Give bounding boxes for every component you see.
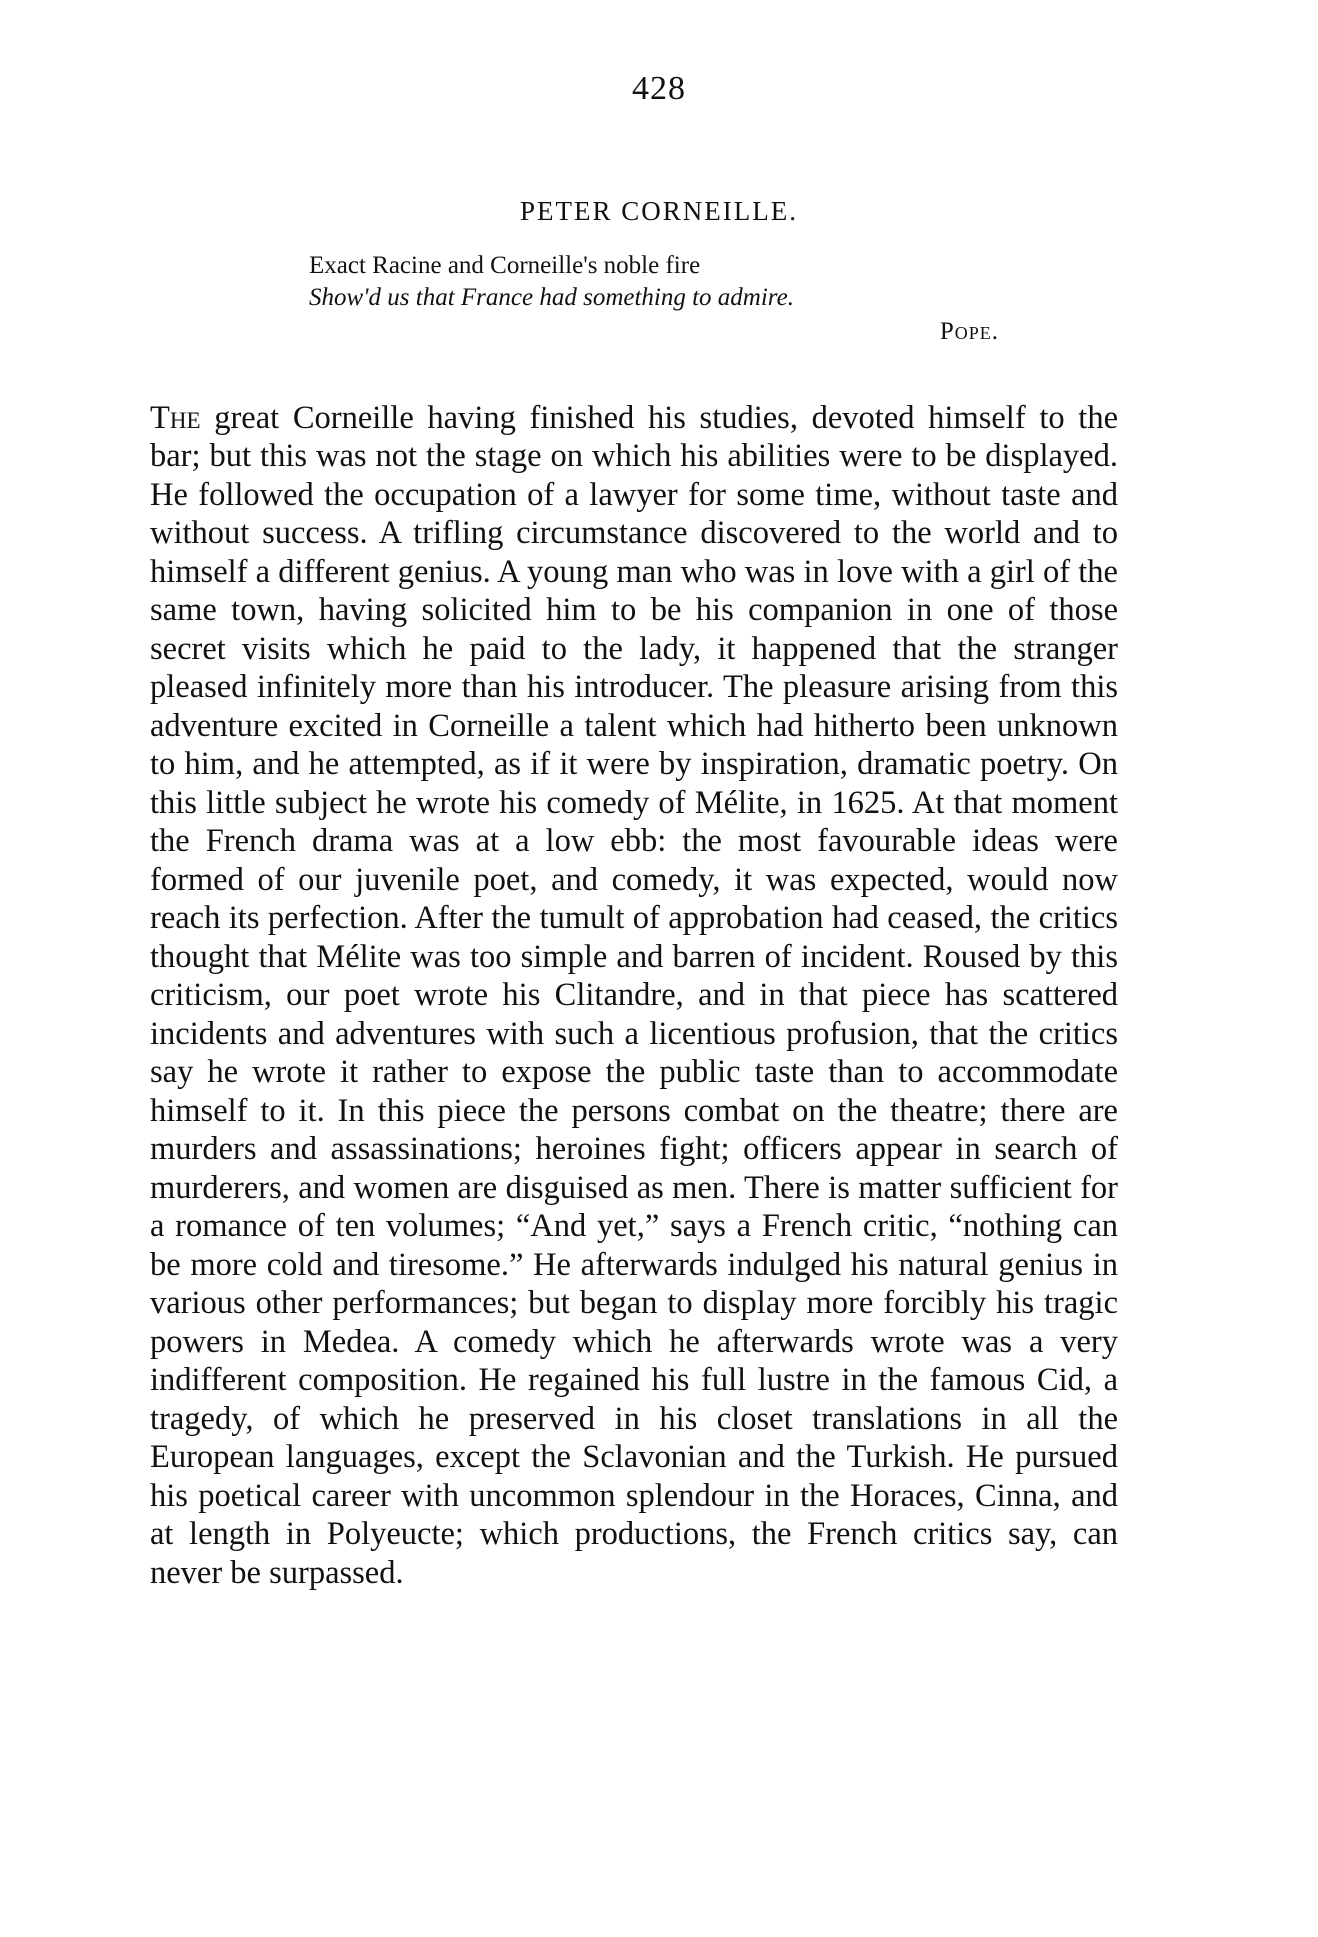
epigraph-attribution: Pope. bbox=[939, 318, 999, 345]
body-paragraph bbox=[150, 399, 1118, 1593]
epigraph-line-1: Exact Racine and Corneille's noble fire bbox=[309, 252, 701, 279]
chapter-title: PETER CORNEILLE. bbox=[520, 196, 798, 226]
epigraph-line-2: Show'd us that France had something to admire. bbox=[309, 284, 794, 311]
epigraph bbox=[309, 250, 1029, 348]
body-lead-word: The bbox=[150, 399, 201, 436]
body-text: great Corneille having finished his studies, devoted himself to the bar; but this was not the stage on which his abilities were to be displayed. He followed the occupation of a lawyer for some time, without taste and without success. A trifling circumstance discovered to the world and to himself a different genius. A young man who was in love with a girl of the same town, having solicited him to be his companion in one of those secret visits which he paid to the lady, it happened that the stranger pleased infinitely more than his introducer. The pleasure arising from this adventure excited in Corneille a talent which had hitherto been unknown to him, and he attempted, as if it were by inspiration, dramatic poetry. On this little subject he wrote his comedy of Mélite, in 1625. At that moment the French drama was at a low ebb: the most favourable ideas were formed of our juvenile poet, and comedy, it was expected, would now reach its perfection. After the tumult of approbation had ceased, the critics thought that Mélite was too simple and barren of incident. Roused by this criticism, our poet wrote his Clitandre, and in that piece has scattered incidents and adventures with such a licentious profusion, that the critics say he wrote it rather to expose the public taste than to accommodate himself to it. In this piece the persons combat on the theatre; there are murders and assassinations; heroines fight; officers appear in search of murderers, and women are disguised as men. There is matter sufficient for a romance of ten volumes; “And yet,” says a French critic, “nothing can be more cold and tiresome.” He afterwards indulged his natural genius in various other performances; but began to display more forcibly his tragic powers in Medea. A comedy which he afterwards wrote was a very indifferent composition. He regained his full lustre in the famous Cid, a tragedy, of which he preserved in his closet translations in all the European languages, except the Sclavonian and the Turkish. He pursued his poetical career with uncommon splendour in the Horaces, Cinna, and at length in Polyeucte; which productions, the French critics say, can never be surpassed. bbox=[150, 399, 1118, 1591]
page-number: 428 bbox=[632, 70, 686, 107]
